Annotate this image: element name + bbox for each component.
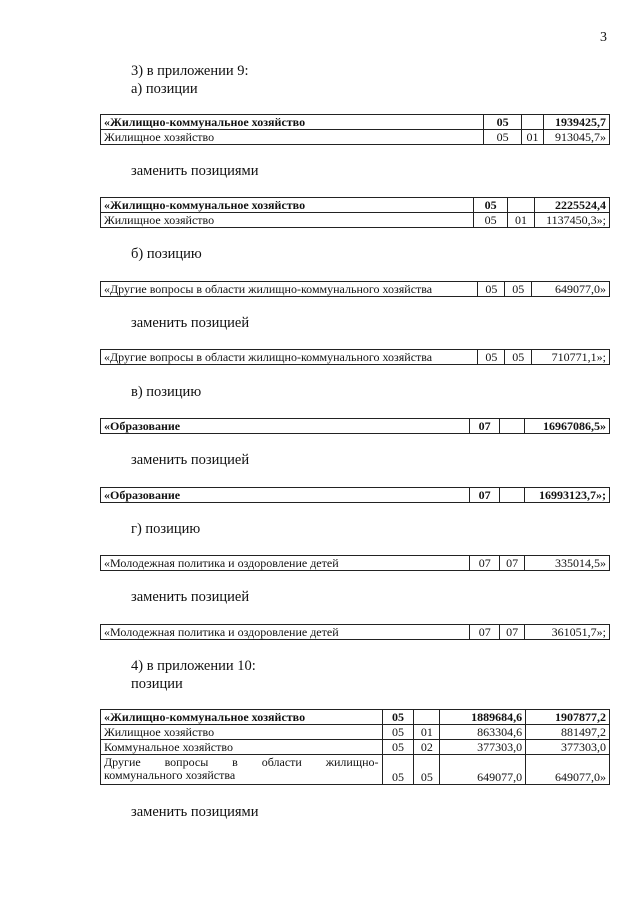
row-sum: 1137450,3»; xyxy=(535,213,610,228)
table-row xyxy=(101,710,610,725)
row-section: 07 xyxy=(470,556,500,571)
row-subsection xyxy=(500,488,525,503)
row-sum-2: 377303,0 xyxy=(526,740,610,755)
row-sum-2: 1907877,2 xyxy=(526,710,610,725)
row-subsection: 01 xyxy=(414,725,440,740)
row-section: 05 xyxy=(484,115,522,130)
row-name-cell xyxy=(101,755,383,785)
row-subsection: 07 xyxy=(500,556,525,571)
row-sum-2: 881497,2 xyxy=(526,725,610,740)
table-row xyxy=(101,130,610,145)
row-name: «Жилищно-коммунальное хозяйство xyxy=(101,115,484,130)
section-heading: 4) в приложении 10: xyxy=(131,658,256,674)
table-6 xyxy=(100,487,610,503)
row-subsection: 05 xyxy=(505,282,532,297)
row-sum: 361051,7»; xyxy=(525,625,610,640)
row-sum: 16967086,5» xyxy=(525,419,610,434)
table-4 xyxy=(100,349,610,365)
replace-text: заменить позицией xyxy=(131,589,250,605)
row-section: 05 xyxy=(382,710,414,725)
row-subsection: 05 xyxy=(414,755,440,785)
row-name-line-1: Другие вопросы в области жилищно- xyxy=(104,755,379,769)
row-name: «Молодежная политика и оздоровление детей xyxy=(101,556,470,571)
row-subsection: 02 xyxy=(414,740,440,755)
item-label: б) позицию xyxy=(131,246,202,262)
table-1 xyxy=(100,114,610,145)
row-sum-1: 863304,6 xyxy=(440,725,526,740)
row-sum: 16993123,7»; xyxy=(525,488,610,503)
replace-text: заменить позицией xyxy=(131,315,250,331)
row-subsection: 05 xyxy=(505,350,532,365)
table-row xyxy=(101,488,610,503)
row-section: 05 xyxy=(474,198,508,213)
row-sum: 710771,1»; xyxy=(532,350,610,365)
row-name: Коммунальное хозяйство xyxy=(101,740,383,755)
replace-text: заменить позициями xyxy=(131,163,259,179)
row-section: 05 xyxy=(382,740,414,755)
row-section: 05 xyxy=(382,725,414,740)
row-name: Жилищное хозяйство xyxy=(101,213,474,228)
page-number: 3 xyxy=(600,30,607,45)
row-subsection: 01 xyxy=(508,213,535,228)
replace-text: заменить позициями xyxy=(131,804,259,820)
row-name: «Молодежная политика и оздоровление детей xyxy=(101,625,470,640)
row-section: 05 xyxy=(484,130,522,145)
row-name: Жилищное хозяйство xyxy=(101,130,484,145)
table-8 xyxy=(100,624,610,640)
table-7 xyxy=(100,555,610,571)
table-row xyxy=(101,740,610,755)
table-row xyxy=(101,115,610,130)
row-name: «Образование xyxy=(101,419,470,434)
row-subsection xyxy=(508,198,535,213)
row-name-line-2: коммунального хозяйства xyxy=(104,768,236,782)
row-sum-1: 649077,0 xyxy=(440,755,526,785)
row-sum-1: 1889684,6 xyxy=(440,710,526,725)
table-9 xyxy=(100,709,610,785)
item-label: позиции xyxy=(131,676,183,692)
table-row xyxy=(101,556,610,571)
row-section: 07 xyxy=(470,625,500,640)
item-label: в) позицию xyxy=(131,384,202,400)
row-sum: 1939425,7 xyxy=(544,115,610,130)
row-section: 05 xyxy=(382,755,414,785)
table-row xyxy=(101,755,610,785)
row-subsection: 01 xyxy=(522,130,544,145)
row-sum: 913045,7» xyxy=(544,130,610,145)
row-subsection xyxy=(500,419,525,434)
row-section: 07 xyxy=(470,488,500,503)
table-row xyxy=(101,725,610,740)
table-3 xyxy=(100,281,610,297)
row-section: 05 xyxy=(478,282,505,297)
row-name: «Жилищно-коммунальное хозяйство xyxy=(101,198,474,213)
row-name: «Жилищно-коммунальное хозяйство xyxy=(101,710,383,725)
item-label: г) позицию xyxy=(131,521,201,537)
row-sum-1: 377303,0 xyxy=(440,740,526,755)
table-row xyxy=(101,419,610,434)
table-row xyxy=(101,213,610,228)
table-5 xyxy=(100,418,610,434)
section-heading: 3) в приложении 9: xyxy=(131,63,249,79)
row-name: «Другие вопросы в области жилищно-коммунального хозяйства xyxy=(101,282,478,297)
row-name: Жилищное хозяйство xyxy=(101,725,383,740)
row-name: «Другие вопросы в области жилищно-коммунального хозяйства xyxy=(101,350,478,365)
row-subsection xyxy=(522,115,544,130)
row-sum: 649077,0» xyxy=(532,282,610,297)
row-section: 07 xyxy=(470,419,500,434)
row-subsection: 07 xyxy=(500,625,525,640)
table-row xyxy=(101,625,610,640)
row-subsection xyxy=(414,710,440,725)
table-2 xyxy=(100,197,610,228)
row-sum: 335014,5» xyxy=(525,556,610,571)
replace-text: заменить позицией xyxy=(131,452,250,468)
table-row xyxy=(101,350,610,365)
item-label: а) позиции xyxy=(131,81,198,97)
row-section: 05 xyxy=(478,350,505,365)
table-row xyxy=(101,282,610,297)
row-sum: 2225524,4 xyxy=(535,198,610,213)
row-name: «Образование xyxy=(101,488,470,503)
table-row xyxy=(101,198,610,213)
row-section: 05 xyxy=(474,213,508,228)
row-sum-2: 649077,0» xyxy=(526,755,610,785)
